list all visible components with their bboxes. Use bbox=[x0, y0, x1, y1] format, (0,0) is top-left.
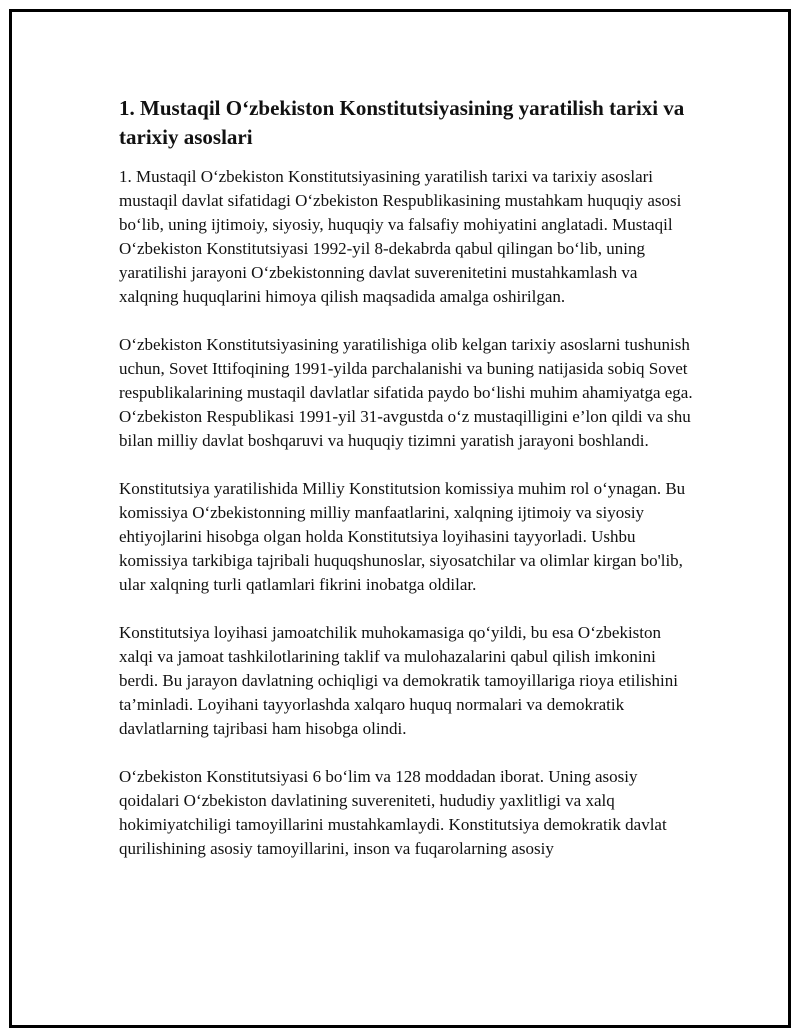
document-title: 1. Mustaqil O‘zbekiston Konstitutsiyasining yaratilish tarixi va tarixiy asoslari bbox=[119, 96, 685, 149]
paragraph-3: Konstitutsiya yaratilishida Milliy Konstitutsion komissiya muhim rol o‘ynagan. Bu komissiya O‘zbekistonning milliy manfaatlarini, xalqning ijtimoiy va siyosiy ehtiyojlarini hisobga olgan holda Konstitutsiya loyihasini tayyorladi. Ushbu komissiya tarkibiga tajribali huquqshunoslar, siyosatchilar va olimlar kirgan bo'lib, ular xalqning turli qatlamlari fikrini inobatga oldilar. bbox=[119, 479, 686, 594]
paragraph-2: O‘zbekiston Konstitutsiyasining yaratilishiga olib kelgan tarixiy asoslarni tushunish uchun, Sovet Ittifoqining 1991-yilda parchalanishi va buning natijasida sobiq Sovet respublikalarining mustaqil davlatlar sifatida paydo bo‘lishi muhim ahamiyatga ega. O‘zbekiston Respublikasi 1991-yil 31-avgustda o‘z mustaqilligini e’lon qildi va shu bilan milliy davlat boshqaruvi va huquqiy tizimni yaratish jarayoni boshlandi. bbox=[119, 335, 693, 450]
document-body bbox=[119, 94, 699, 885]
document-page bbox=[9, 9, 791, 1028]
paragraph-5: O‘zbekiston Konstitutsiyasi 6 bo‘lim va 128 moddadan iborat. Uning asosiy qoidalari O‘zbekiston davlatining suvereniteti, hududiy yaxlitligi va xalq hokimiyatchiligi tamoyillarini mustahkamlaydi. Konstitutsiya demokratik davlat qurilishining asosiy tamoyillarini, inson va fuqarolarning asosiy bbox=[119, 767, 667, 858]
paragraph-4: Konstitutsiya loyihasi jamoatchilik muhokamasiga qo‘yildi, bu esa O‘zbekiston xalqi va jamoat tashkilotlarining taklif va mulohazalarini qabul qilish imkonini berdi. Bu jarayon davlatning ochiqligi va demokratik tamoyillariga rioya etilishini ta’minladi. Loyihani tayyorlashda xalqaro huquq normalari va demokratik davlatlarning tajribasi ham hisobga olindi. bbox=[119, 623, 678, 738]
paragraph-1: 1. Mustaqil O‘zbekiston Konstitutsiyasining yaratilish tarixi va tarixiy asoslari mustaqil davlat sifatidagi O‘zbekiston Respublikasining mustahkam huquqiy asosi bo‘lib, uning ijtimoiy, siyosiy, huquqiy va falsafiy mohiyatini anglatadi. Mustaqil O‘zbekiston Konstitutsiyasi 1992-yil 8-dekabrda qabul qilingan bo‘lib, uning yaratilishi jarayoni O‘zbekistonning davlat suverenitetini mustahkamlash va xalqning huquqlarini himoya qilish maqsadida amalga oshirilgan. bbox=[119, 167, 682, 306]
